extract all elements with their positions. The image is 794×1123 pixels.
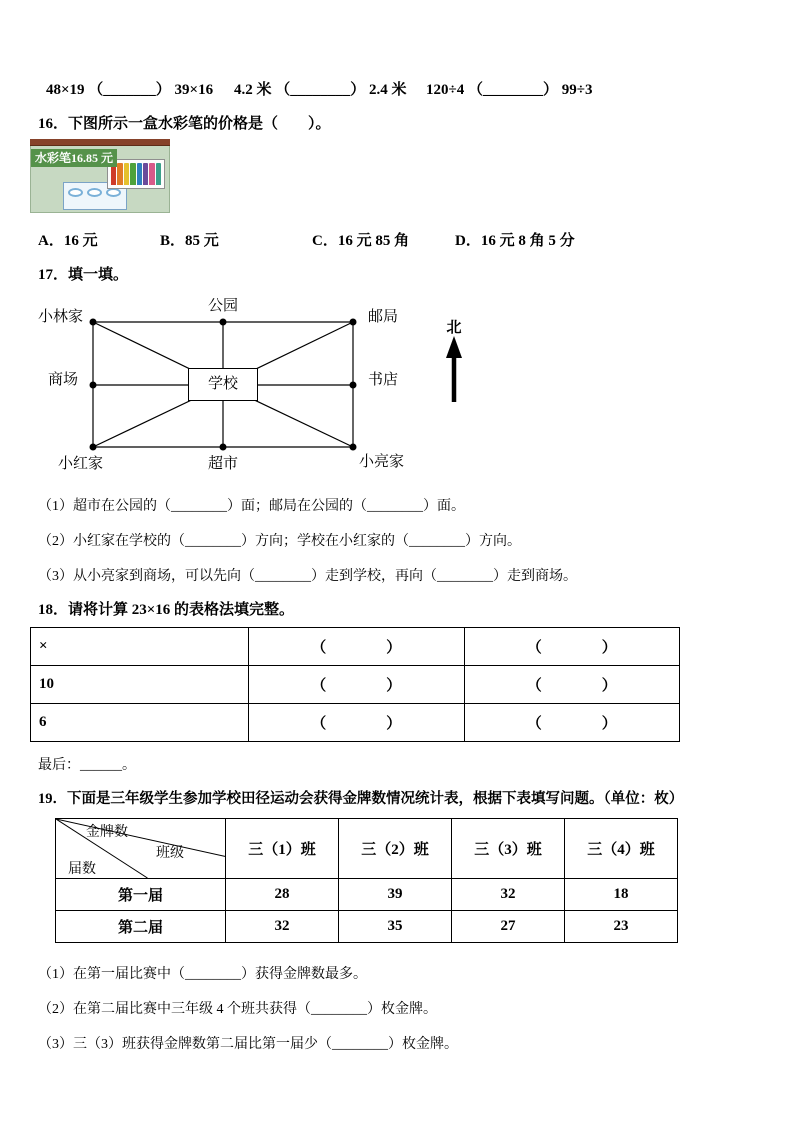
question-18-footer: 最后：______。	[38, 758, 136, 773]
table-cell: （ ）	[249, 628, 465, 666]
map-label-supermarket: 超市	[207, 456, 238, 472]
question-19-title: 19．下面是三年级学生参加学校田径运动会获得金牌数情况统计表，根据下表填写问题。（单位：枚）	[38, 791, 684, 807]
option-c: C．16 元 85 角	[312, 233, 410, 249]
table-cell: 23	[565, 911, 678, 943]
table-cell: （ ）	[464, 628, 680, 666]
table-cell: 18	[565, 879, 678, 911]
medal-statistics-table	[55, 818, 678, 943]
map-label-bookstore: 书店	[368, 372, 399, 388]
corner-label-session: 届数	[68, 862, 96, 877]
comparison-line	[46, 78, 754, 99]
map-label-park: 公园	[207, 298, 238, 314]
column-header: 三（1）班	[226, 819, 339, 879]
map-label-north: 北	[446, 320, 462, 336]
map-label-xiaolin-home: 小林家	[38, 309, 84, 325]
multiplication-grid-table	[30, 627, 680, 742]
watercolor-pen-image	[30, 139, 170, 213]
comparison-item: 120÷4 （________） 99÷3	[426, 82, 593, 98]
table-cell: （ ）	[464, 666, 680, 704]
column-header: 三（4）班	[565, 819, 678, 879]
table-cell: （ ）	[464, 704, 680, 742]
map-label-xiaoliang-home: 小亮家	[359, 454, 405, 470]
table-cell: 32	[226, 911, 339, 943]
column-header: 三（2）班	[339, 819, 452, 879]
map-school-box: 学校	[188, 368, 258, 401]
corner-label-class: 班级	[156, 846, 184, 861]
question-16-title: 16．下图所示一盒水彩笔的价格是（ ）。	[38, 116, 331, 132]
comparison-item: 4.2 米 （________） 2.4 米	[234, 82, 407, 98]
map-label-mall: 商场	[48, 372, 79, 388]
pen-scene	[30, 146, 170, 213]
table-cell: 35	[339, 911, 452, 943]
table-cell: 32	[452, 879, 565, 911]
comparison-item: 48×19 （_______） 39×16	[46, 82, 214, 98]
question-17-sub-3: （3）从小亮家到商场，可以先向（________）走到学校，再向（________）走到商场。	[38, 569, 577, 584]
row-label: 第一届	[56, 879, 226, 911]
corner-label-medals: 金牌数	[86, 825, 128, 840]
table-row	[31, 628, 680, 666]
option-a: A．16 元	[38, 233, 98, 249]
table-cell: 27	[452, 911, 565, 943]
question-19-sub-2: （2）在第二届比赛中三年级 4 个班共获得（________）枚金牌。	[38, 1002, 437, 1017]
option-b: B．85 元	[160, 233, 219, 249]
table-cell: 28	[226, 879, 339, 911]
question-16-options	[38, 229, 754, 250]
table-row	[31, 704, 680, 742]
question-17-sub-2: （2）小红家在学校的（________）方向；学校在小红家的（________）方向。	[38, 534, 521, 549]
table-header-row	[56, 819, 678, 879]
column-header: 三（3）班	[452, 819, 565, 879]
question-19-sub-3: （3）三（3）班获得金牌数第二届比第一届少（________）枚金牌。	[38, 1037, 458, 1052]
question-19-sub-1: （1）在第一届比赛中（________）获得金牌数最多。	[38, 967, 367, 982]
north-arrow-icon	[446, 336, 462, 402]
location-map	[38, 292, 538, 484]
table-cell: （ ）	[249, 704, 465, 742]
row-label: 第二届	[56, 911, 226, 943]
table-cell: 6	[31, 704, 249, 742]
shelf-edge	[30, 139, 170, 146]
table-row	[56, 879, 678, 911]
table-cell: （ ）	[249, 666, 465, 704]
map-label-post-office: 邮局	[368, 309, 399, 325]
table-corner-cell	[56, 819, 226, 879]
map-label-xiaohong-home: 小红家	[58, 456, 104, 472]
table-cell: ×	[31, 628, 249, 666]
table-row	[31, 666, 680, 704]
option-d: D．16 元 8 角 5 分	[455, 233, 575, 249]
table-row	[56, 911, 678, 943]
table-cell: 39	[339, 879, 452, 911]
question-18-title: 18．请将计算 23×16 的表格法填完整。	[38, 602, 295, 618]
price-banner: 水彩笔16.85 元	[31, 149, 117, 167]
question-17-sub-1: （1）超市在公园的（________）面；邮局在公园的（________）面。	[38, 499, 465, 514]
question-17-title: 17．填一填。	[38, 267, 129, 283]
table-cell: 10	[31, 666, 249, 704]
